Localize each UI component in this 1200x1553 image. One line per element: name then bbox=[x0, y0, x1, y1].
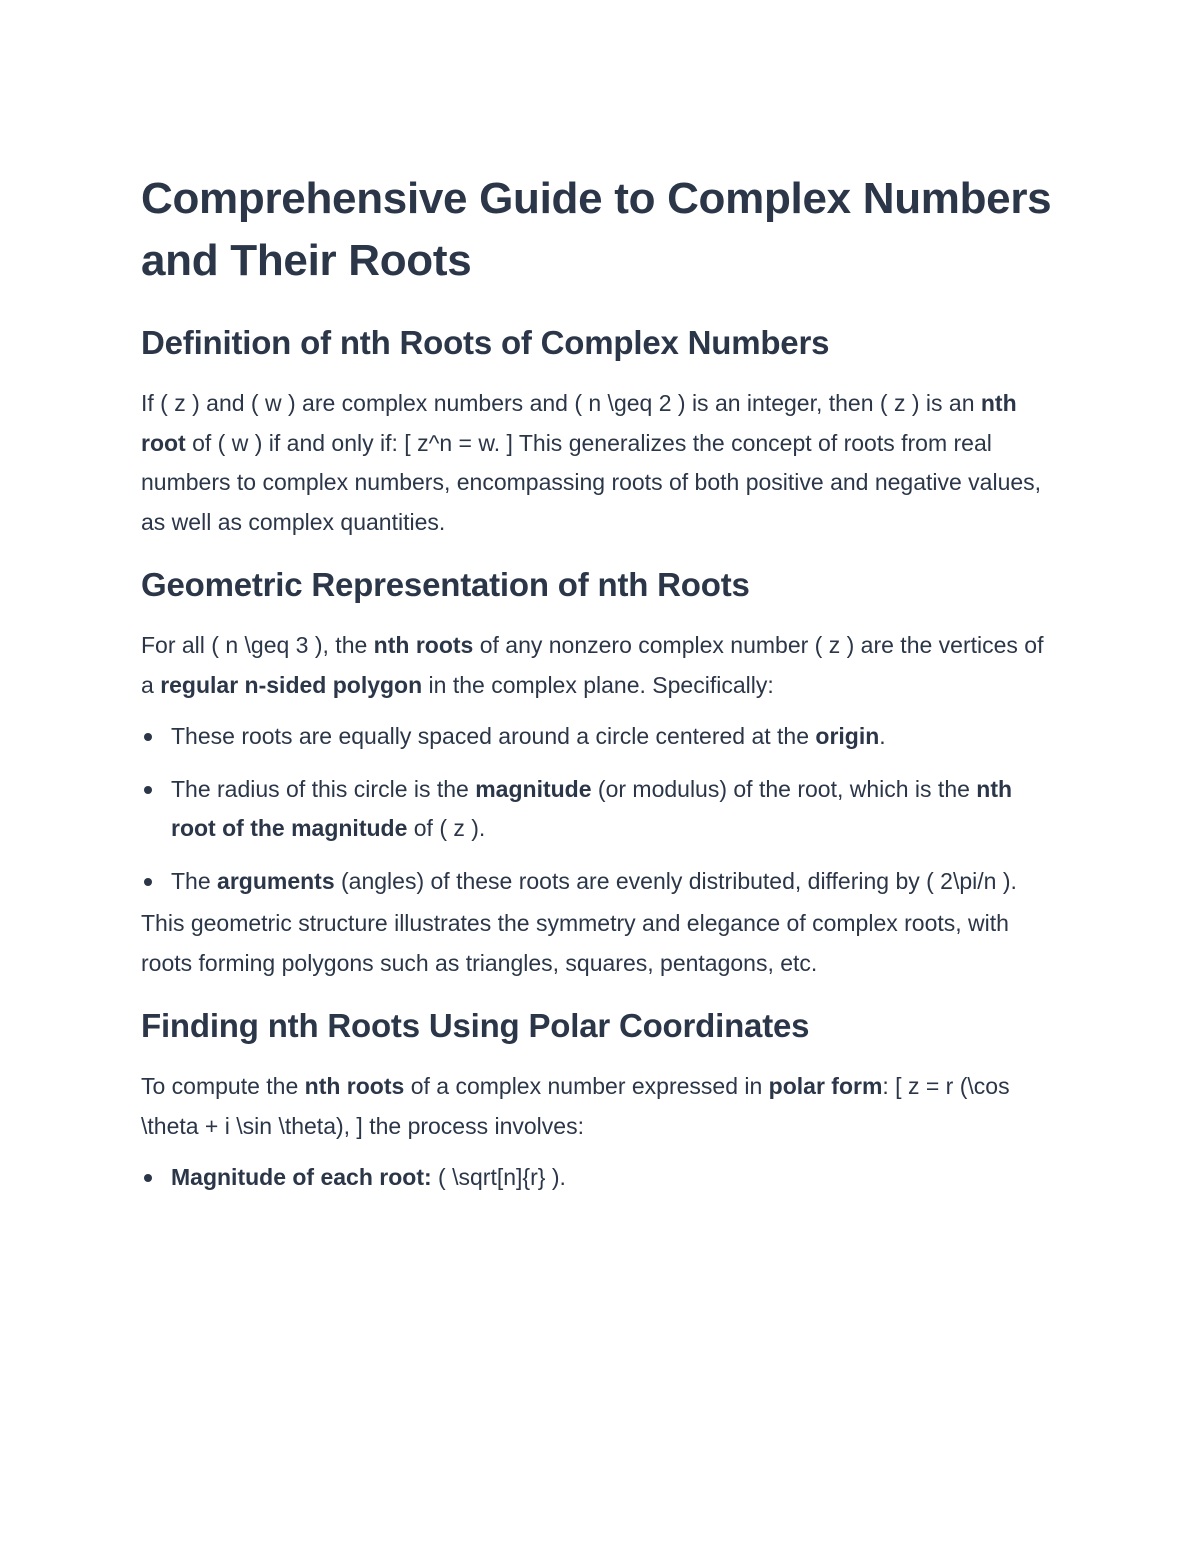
text-run: The radius of this circle is the bbox=[171, 775, 476, 802]
bullet-icon bbox=[144, 1174, 152, 1182]
polar-intro-paragraph bbox=[141, 1067, 1061, 1146]
bold-term-polar-form: polar form bbox=[768, 1073, 883, 1099]
text-run: in the complex plane. Specifically: bbox=[422, 671, 774, 698]
definition-paragraph bbox=[141, 384, 1061, 542]
text-run: If ( z ) and ( w ) are complex numbers and ( n \geq 2 ) is an integer, then ( z ) is an bbox=[141, 390, 981, 416]
text-run: The bbox=[171, 867, 218, 894]
text-run: To compute the bbox=[141, 1073, 305, 1099]
text-run: (angles) of these roots are evenly distributed, differing by ( 2\pi/n ). bbox=[334, 867, 1017, 894]
text-run: These roots are equally spaced around a circle centered at the bbox=[171, 723, 816, 749]
section-heading-polar: Finding nth Roots Using Polar Coordinates bbox=[141, 1007, 810, 1044]
section-heading-geometric: Geometric Representation of nth Roots bbox=[141, 566, 750, 603]
geometric-intro-paragraph bbox=[141, 626, 1061, 705]
text-run: (or modulus) of the root, which is the bbox=[591, 775, 977, 802]
text-run: ( \sqrt[n]{r} ). bbox=[431, 1164, 566, 1190]
list-item bbox=[141, 1158, 1061, 1198]
text-run: . bbox=[879, 723, 886, 749]
bullet-icon bbox=[144, 878, 152, 886]
polar-bullet-list bbox=[141, 1158, 1061, 1198]
section-heading-definition: Definition of nth Roots of Complex Numbers bbox=[141, 324, 830, 361]
bullet-icon bbox=[144, 733, 152, 741]
geometric-summary-paragraph: This geometric structure illustrates the symmetry and elegance of complex roots, with roots forming polygons such as triangles, squares, pentagons, etc. bbox=[141, 910, 1009, 976]
document-page bbox=[141, 168, 1061, 1211]
text-run: For all ( n \geq 3 ), the bbox=[141, 632, 374, 658]
bold-term-nth-roots: nth roots bbox=[304, 1073, 405, 1099]
bold-term-nth-root: nth root bbox=[141, 390, 1017, 456]
section-definition bbox=[141, 322, 1061, 542]
list-item bbox=[141, 862, 1061, 902]
text-run: of a complex number expressed in bbox=[404, 1073, 769, 1099]
bold-term-magnitude: magnitude bbox=[475, 775, 592, 802]
text-run: of ( z ). bbox=[407, 815, 486, 841]
section-polar bbox=[141, 1005, 1061, 1198]
geometric-bullet-list bbox=[141, 717, 1061, 901]
list-item bbox=[141, 717, 1061, 757]
bold-term-regular-polygon: regular n-sided polygon bbox=[160, 671, 423, 698]
document-title: Comprehensive Guide to Complex Numbers and Their Roots bbox=[141, 174, 1052, 285]
text-run: : [ z = r (\cos \theta + i \sin \theta), ] the process involves: bbox=[141, 1073, 1010, 1139]
bold-term-nth-roots: nth roots bbox=[373, 632, 474, 658]
bold-term-arguments: arguments bbox=[217, 867, 335, 894]
list-item bbox=[141, 770, 1061, 849]
bold-term-nth-root-magnitude: nth root of the magnitude bbox=[171, 775, 1013, 841]
text-run: of any nonzero complex number ( z ) are the vertices of a bbox=[141, 632, 1044, 698]
section-geometric bbox=[141, 564, 1061, 983]
bold-term-origin: origin bbox=[815, 723, 880, 749]
text-run: of ( w ) if and only if: [ z^n = w. ] This generalizes the concept of roots from real numbers to complex numbers, encompassing roots of both positive and negative values, as well as complex quantities. bbox=[141, 429, 1042, 535]
bullet-icon bbox=[144, 786, 152, 794]
bold-term-magnitude-each-root: Magnitude of each root: bbox=[171, 1164, 432, 1190]
